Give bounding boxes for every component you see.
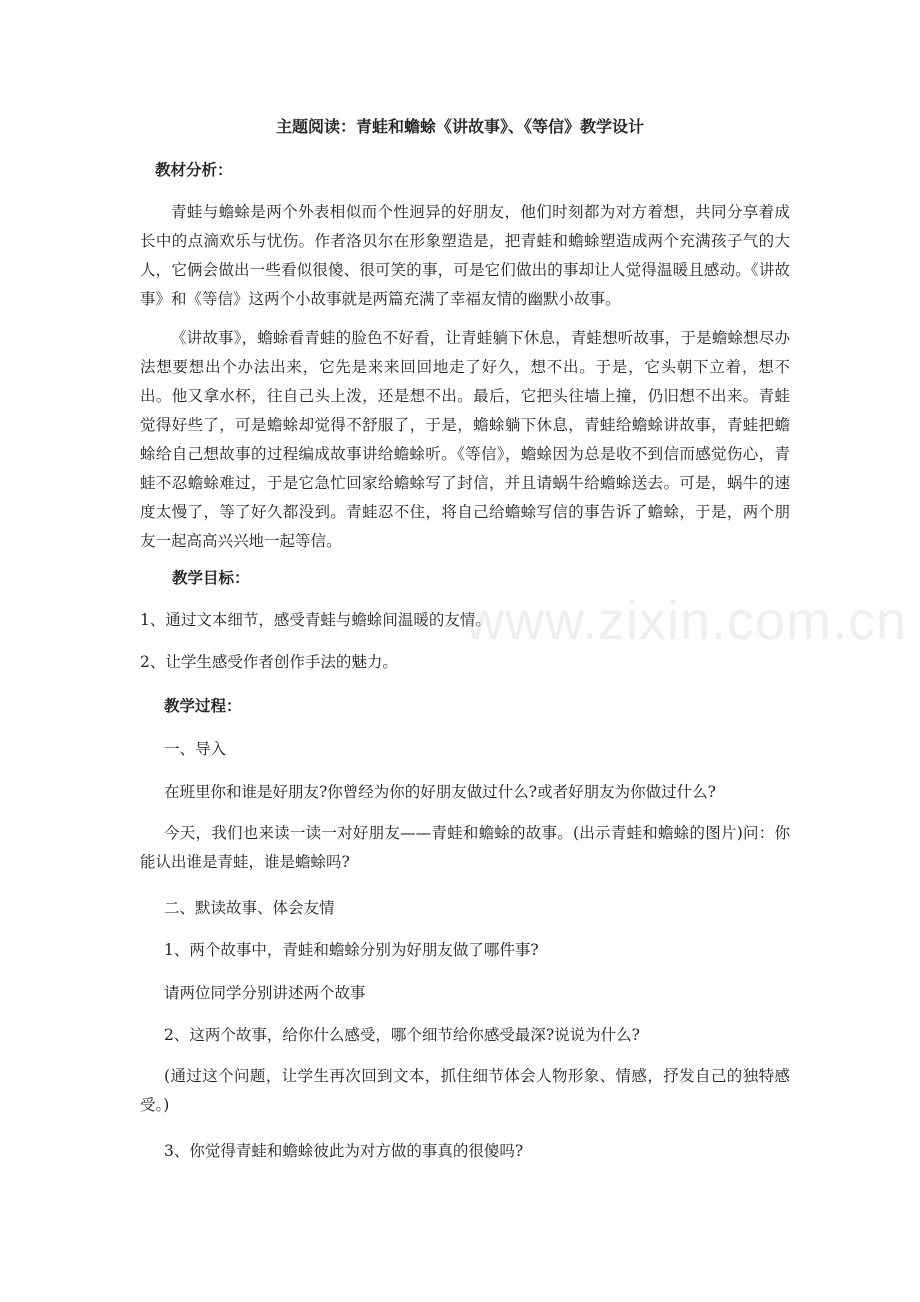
document-title: 主题阅读：青蛙和蟾蜍《讲故事》、《等信》教学设计 bbox=[275, 117, 644, 136]
process-question-2-note: (通过这个问题，让学生再次回到文本，抓住细节体会人物形象、情感，抒发自己的独特感受。) bbox=[140, 1067, 790, 1114]
goal-item-1: 1、通过文本细节，感受青蛙与蟾蜍间温暖的友情。 bbox=[140, 611, 491, 629]
process-part1-title: 一、导入 bbox=[164, 740, 227, 758]
paragraph-analysis-1: 青蛙与蟾蜍是两个外表相似而个性迥异的好朋友，他们时刻都为对方着想，共同分享着成长中的点滴欢乐与忧伤。作者洛贝尔在形象塑造是，把青蛙和蟾蜍塑造成两个充满孩子气的大人，它俩会做出一些看似很傻、很可笑的事，可是它们做出的事却让人觉得温暖且感动。《讲故事》和《等信》这两个小故事就是两篇充满了幸福友情的幽默小故事。 bbox=[140, 203, 790, 308]
process-part1-text: 今天，我们也来读一读一对好朋友——青蛙和蟾蜍的故事。(出示青蛙和蟾蜍的图片)问：你能认出谁是青蛙，谁是蟾蜍吗? bbox=[140, 824, 790, 871]
heading-process: 教学过程： bbox=[164, 696, 242, 715]
process-part1-question: 在班里你和谁是好朋友?你曾经为你的好朋友做过什么?或者好朋友为你做过什么? bbox=[164, 783, 716, 801]
process-part2-title: 二、默读故事、体会友情 bbox=[164, 899, 335, 917]
process-question-1: 1、两个故事中，青蛙和蟾蜍分别为好朋友做了哪件事? bbox=[164, 941, 539, 959]
process-question-1-note: 请两位同学分别讲述两个故事 bbox=[164, 984, 366, 1002]
heading-goals: 教学目标： bbox=[172, 568, 250, 587]
watermark: www.zixin.com.cn bbox=[465, 591, 908, 651]
process-question-2: 2、这两个故事，给你什么感受，哪个细节给你感受最深?说说为什么? bbox=[164, 1026, 640, 1044]
goal-item-2: 2、让学生感受作者创作手法的魅力。 bbox=[140, 653, 398, 671]
heading-analysis: 教材分析： bbox=[155, 160, 233, 179]
paragraph-analysis-2: 《讲故事》，蟾蜍看青蛙的脸色不好看，让青蛙躺下休息，青蛙想听故事，于是蟾蜍想尽办法想要想出个办法出来，它先是来来回回地走了好久，想不出。于是，它头朝下立着，想不出。他又拿水杯，往自己头上泼，还是想不出。最后，它把头往墙上撞，仍旧想不出来。青蛙觉得好些了，可是蟾蜍却觉得不舒服了，于是，蟾蜍躺下休息，青蛙给蟾蜍讲故事，青蛙把蟾蜍给自己想故事的过程编成故事讲给蟾蜍听。《等信》，蟾蜍因为总是收不到信而感觉伤心，青蛙不忍蟾蜍难过，于是它急忙回家给蟾蜍写了封信，并且请蜗牛给蟾蜍送去。可是，蜗牛的速度太慢了，等了好久都没到。青蛙忍不住，将自己给蟾蜍写信的事告诉了蟾蜍，于是，两个朋友一起高高兴兴地一起等信。 bbox=[140, 329, 790, 550]
process-question-3: 3、你觉得青蛙和蟾蜍彼此为对方做的事真的很傻吗? bbox=[164, 1142, 524, 1160]
